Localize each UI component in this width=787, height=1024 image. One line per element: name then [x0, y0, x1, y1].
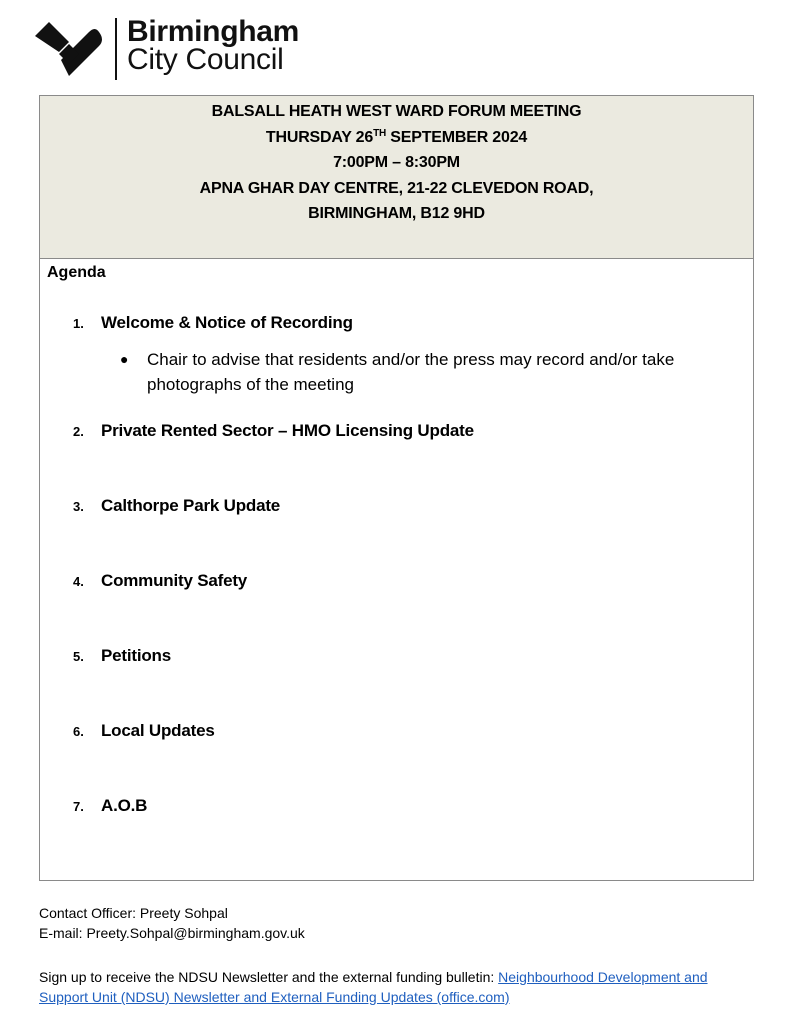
bullet-text: Chair to advise that residents and/or the press may record and/or take photographs of the meeting: [147, 350, 675, 394]
agenda-item-number: 4.: [73, 574, 84, 589]
contact-officer: Contact Officer: Preety Sohpal: [39, 905, 228, 921]
agenda-item-title: Community Safety: [101, 571, 248, 590]
agenda-item: [73, 796, 147, 816]
meeting-time: 7:00PM – 8:30PM: [333, 154, 460, 171]
agenda-item-number: 7.: [73, 799, 84, 814]
agenda-item-title: Private Rented Sector – HMO Licensing Update: [101, 421, 474, 440]
ndsu-newsletter-link[interactable]: Neighbourhood Development and Support Unit (NDSU) Newsletter and External Funding Updates (office.com): [39, 969, 708, 1005]
agenda-table: [39, 95, 754, 881]
agenda-item: [73, 421, 474, 441]
agenda-item: [73, 313, 353, 333]
logo-text: [127, 15, 300, 76]
meeting-venue: APNA GHAR DAY CENTRE, 21-22 CLEVEDON ROAD,: [199, 179, 594, 197]
meeting-title: BALSALL HEATH WEST WARD FORUM MEETING: [211, 103, 582, 120]
agenda-item: [73, 721, 215, 741]
agenda-item-number: 5.: [73, 649, 84, 664]
agenda-item-title: Calthorpe Park Update: [101, 496, 281, 515]
bullet-icon: ●: [120, 351, 129, 367]
signup-text: Sign up to receive the NDSU Newsletter and the external funding bulletin:: [39, 969, 499, 985]
agenda-item-number: 1.: [73, 316, 84, 331]
agenda-item: [73, 571, 247, 591]
agenda-item: [73, 496, 280, 516]
birmingham-city-council-logo: [33, 14, 299, 84]
agenda-item-title: Local Updates: [101, 721, 215, 740]
agenda-item-number: 3.: [73, 499, 84, 514]
agenda-item-bullet: [120, 347, 740, 397]
agenda-item-title: A.O.B: [101, 796, 148, 815]
meeting-date: THURSDAY 26TH SEPTEMBER 2024: [265, 127, 528, 146]
contact-email: E-mail: Preety.Sohpal@birmingham.gov.uk: [39, 925, 305, 941]
logo-line-birmingham: Birmingham: [127, 15, 300, 48]
agenda-item-title: Welcome & Notice of Recording: [101, 313, 353, 332]
agenda-label: Agenda: [47, 264, 106, 281]
logo-divider: [115, 18, 117, 80]
agenda-item-number: 2.: [73, 424, 84, 439]
logo-line-city-council: City Council: [127, 43, 284, 76]
agenda-item: [73, 646, 171, 666]
heart-logo-icon: [33, 20, 105, 76]
newsletter-signup: [39, 967, 739, 1007]
meeting-header: [40, 96, 753, 259]
agenda-item-number: 6.: [73, 724, 84, 739]
agenda-item-title: Petitions: [101, 646, 171, 665]
meeting-address: BIRMINGHAM, B12 9HD: [308, 205, 485, 222]
